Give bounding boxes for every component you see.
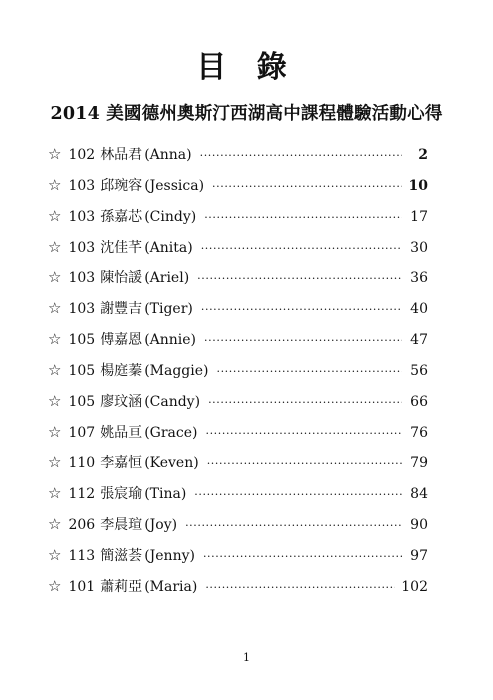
- entry-student-name: 謝豐吉: [100, 301, 143, 318]
- dot-leader: [197, 264, 402, 295]
- entry-page-number[interactable]: 17: [410, 208, 428, 225]
- entry-class-number: 112: [68, 486, 96, 503]
- entry-english-name: (Annie): [144, 332, 197, 349]
- entry-english-name: (Ariel): [144, 270, 190, 287]
- dot-leader: [216, 357, 402, 388]
- star-icon: ☆: [48, 360, 62, 379]
- entry-class-number: 103: [68, 177, 96, 194]
- star-icon: ☆: [48, 330, 62, 349]
- entry-english-name: (Jenny): [144, 547, 195, 564]
- entry-student-name: 李嘉恒: [100, 455, 143, 472]
- star-icon: ☆: [48, 206, 62, 225]
- star-icon: ☆: [48, 515, 62, 534]
- toc-entry[interactable]: [48, 355, 428, 386]
- entry-page-number[interactable]: 40: [410, 301, 428, 318]
- entry-english-name: (Cindy): [144, 208, 197, 225]
- entry-student-name: 張宸瑜: [100, 486, 143, 503]
- entry-english-name: (Keven): [144, 455, 199, 472]
- entry-class-number: 103: [68, 270, 96, 287]
- entry-english-name: (Candy): [144, 393, 201, 410]
- star-icon: ☆: [48, 453, 62, 472]
- entry-english-name: (Anita): [144, 239, 193, 256]
- toc-entry[interactable]: [48, 417, 428, 448]
- dot-leader: [185, 511, 402, 542]
- entry-page-number[interactable]: 84: [410, 486, 428, 503]
- entry-class-number: 110: [68, 455, 96, 472]
- toc-entry[interactable]: [48, 262, 428, 293]
- entry-student-name: 林品君: [100, 147, 143, 163]
- dot-leader: [201, 234, 402, 265]
- entry-class-number: 107: [68, 424, 96, 441]
- entry-english-name: (Joy): [144, 517, 178, 534]
- star-icon: ☆: [48, 237, 62, 256]
- entry-class-number: 113: [68, 547, 96, 564]
- page-number: 1: [243, 651, 250, 664]
- star-icon: ☆: [48, 145, 62, 163]
- entry-class-number: 102: [68, 147, 96, 163]
- toc-entry[interactable]: [48, 386, 428, 417]
- toc-entry[interactable]: [48, 170, 428, 201]
- dot-leader: [205, 573, 395, 604]
- star-icon: ☆: [48, 422, 62, 441]
- entry-english-name: (Maria): [144, 578, 198, 595]
- entry-english-name: (Jessica): [144, 177, 205, 194]
- entry-student-name: 廖玟涵: [100, 393, 143, 410]
- entry-student-name: 傅嘉恩: [100, 332, 143, 349]
- entry-class-number: 105: [68, 332, 96, 349]
- entry-page-number[interactable]: 30: [410, 239, 428, 256]
- entry-page-number[interactable]: 10: [408, 177, 428, 194]
- page-title: 目 錄: [196, 50, 297, 85]
- dot-leader: [194, 480, 402, 511]
- entry-english-name: (Maggie): [144, 362, 209, 379]
- star-icon: ☆: [48, 175, 62, 194]
- dot-leader: [207, 449, 402, 480]
- entry-student-name: 孫嘉芯: [100, 208, 143, 225]
- entry-english-name: (Tina): [144, 486, 187, 503]
- entry-student-name: 簡滋荟: [100, 547, 143, 564]
- entry-page-number[interactable]: 36: [410, 270, 428, 287]
- dot-leader: [203, 542, 402, 573]
- entry-page-number[interactable]: 66: [410, 393, 428, 410]
- dot-leader: [204, 326, 402, 357]
- toc-entry[interactable]: [48, 540, 428, 571]
- entry-page-number[interactable]: 79: [410, 455, 428, 472]
- entry-english-name: (Anna): [144, 147, 192, 163]
- toc-entry[interactable]: [48, 139, 428, 170]
- entry-class-number: 103: [68, 208, 96, 225]
- toc-entry[interactable]: [48, 293, 428, 324]
- toc-entry[interactable]: [48, 201, 428, 232]
- toc-entry[interactable]: [48, 324, 428, 355]
- entry-class-number: 105: [68, 393, 96, 410]
- entry-student-name: 李晨瑄: [100, 517, 143, 534]
- entry-page-number[interactable]: 47: [410, 332, 428, 349]
- entry-class-number: 103: [68, 239, 96, 256]
- entry-student-name: 邱琬容: [100, 177, 143, 194]
- entry-student-name: 沈佳芊: [100, 239, 143, 256]
- toc-entry[interactable]: [48, 232, 428, 263]
- toc-entry[interactable]: [48, 447, 428, 478]
- entry-class-number: 103: [68, 301, 96, 318]
- table-of-contents: [48, 139, 428, 602]
- dot-leader: [208, 388, 402, 419]
- entry-page-number[interactable]: 102: [401, 578, 428, 595]
- entry-page-number[interactable]: 56: [410, 362, 428, 379]
- dot-leader: [205, 419, 402, 450]
- star-icon: ☆: [48, 545, 62, 564]
- entry-page-number[interactable]: 2: [418, 147, 428, 163]
- star-icon: ☆: [48, 391, 62, 410]
- dot-leader: [204, 203, 402, 234]
- toc-entry[interactable]: [48, 509, 428, 540]
- dot-leader: [200, 141, 402, 172]
- entry-class-number: 206: [68, 517, 96, 534]
- entry-page-number[interactable]: 90: [410, 517, 428, 534]
- star-icon: ☆: [48, 268, 62, 287]
- star-icon: ☆: [48, 299, 62, 318]
- entry-class-number: 101: [68, 578, 96, 595]
- dot-leader: [212, 172, 402, 203]
- entry-english-name: (Grace): [144, 424, 198, 441]
- entry-student-name: 蕭莉亞: [100, 578, 143, 595]
- star-icon: ☆: [48, 484, 62, 503]
- dot-leader: [201, 295, 402, 326]
- page-subtitle: 2014 美國德州奧斯汀西湖高中課程體驗活動心得: [50, 104, 443, 124]
- toc-entry[interactable]: [48, 478, 428, 509]
- entry-page-number[interactable]: 76: [410, 424, 428, 441]
- entry-student-name: 楊庭蓁: [100, 362, 143, 379]
- star-icon: ☆: [48, 576, 62, 595]
- toc-entry[interactable]: [48, 571, 428, 602]
- entry-english-name: (Tiger): [144, 301, 193, 318]
- entry-class-number: 105: [68, 362, 96, 379]
- entry-student-name: 姚品亘: [100, 424, 143, 441]
- entry-student-name: 陳怡諼: [100, 270, 143, 287]
- entry-page-number[interactable]: 97: [410, 547, 428, 564]
